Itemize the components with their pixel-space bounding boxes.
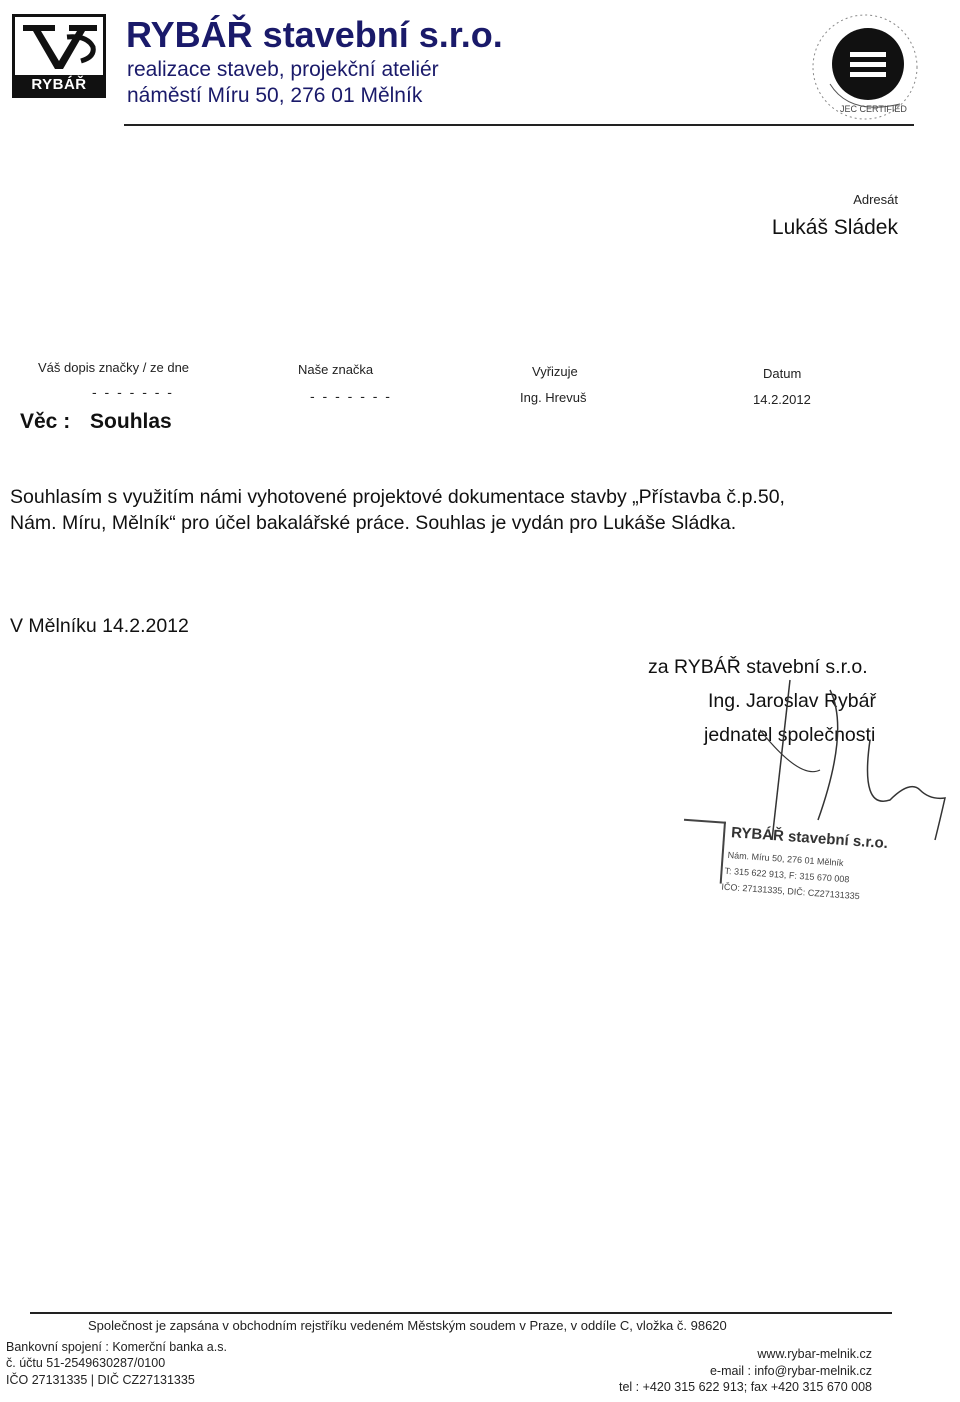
- certification-seal-icon: [810, 12, 920, 122]
- handled-by-value: Ing. Hrevuš: [520, 390, 587, 405]
- date-label: Datum: [763, 366, 802, 381]
- our-ref-label: Naše značka: [298, 362, 374, 377]
- your-letter-value: - - - - - - -: [92, 384, 174, 400]
- subject-label: Věc :: [20, 410, 71, 433]
- body-line-2: Nám. Míru, Mělník“ pro účel bakalářské práce. Souhlas je vydán pro Lukáše Sládka.: [10, 512, 737, 534]
- company-name: RYBÁŘ stavební s.r.o.: [126, 14, 503, 55]
- footer-account: č. účtu 51-2549630287/0100: [6, 1356, 166, 1370]
- handled-by-label: Vyřizuje: [532, 364, 578, 379]
- footer-email: e-mail : info@rybar-melnik.cz: [709, 1364, 872, 1378]
- place-and-date: V Mělníku 14.2.2012: [10, 615, 189, 637]
- company-logo: [12, 14, 106, 98]
- stamp-title: RYBÁŘ stavební s.r.o.: [730, 824, 889, 853]
- footer-bank: Bankovní spojení : Komerční banka a.s.: [6, 1340, 227, 1354]
- logo-text: RYBÁŘ: [15, 75, 103, 95]
- subject-value: Souhlas: [90, 410, 172, 433]
- subject-line: [20, 410, 172, 434]
- stamp-frame: [680, 819, 726, 884]
- stamp-line-1: Nám. Míru 50, 276 01 Mělník: [727, 849, 844, 869]
- stamp-line-2: T: 315 622 913, F: 315 670 008: [724, 865, 850, 885]
- signature-company: za RYBÁŘ stavební s.r.o.: [648, 656, 868, 678]
- header-divider: [124, 124, 914, 126]
- signature-name: Ing. Jaroslav Rybář: [708, 690, 876, 712]
- company-stamp: [676, 819, 893, 943]
- svg-text:JEC CERTIFIED: JEC CERTIFIED: [840, 104, 907, 114]
- footer-web: www.rybar-melnik.cz: [757, 1347, 872, 1361]
- signature-role: jednatel společnosti: [704, 724, 876, 746]
- footer-registration: Společnost je zapsána v obchodním rejstříku vedeném Městským soudem v Praze, v oddíle C, vložka č. 98620: [88, 1318, 727, 1333]
- stamp-line-3: IČO: 27131335, DIČ: CZ27131335: [721, 881, 861, 902]
- your-letter-label: Váš dopis značky / ze dne: [38, 360, 190, 375]
- addressee-name: Lukáš Sládek: [771, 216, 898, 239]
- date-value: 14.2.2012: [753, 392, 811, 407]
- logo-emblem-icon: [15, 17, 103, 77]
- letter-body: [10, 484, 910, 536]
- our-ref-value: - - - - - - -: [310, 388, 392, 404]
- footer-phone: tel : +420 315 622 913; fax +420 315 670 008: [619, 1380, 872, 1394]
- addressee-label: Adresát: [853, 192, 898, 207]
- company-address: náměstí Míru 50, 276 01 Mělník: [127, 84, 423, 107]
- footer-divider: [30, 1312, 892, 1314]
- company-tagline: realizace staveb, projekční ateliér: [127, 58, 439, 81]
- footer-ids: IČO 27131335 | DIČ CZ27131335: [6, 1373, 195, 1387]
- body-line-1: Souhlasím s využitím námi vyhotovené projektové dokumentace stavby „Přístavba č.p.50,: [10, 486, 785, 508]
